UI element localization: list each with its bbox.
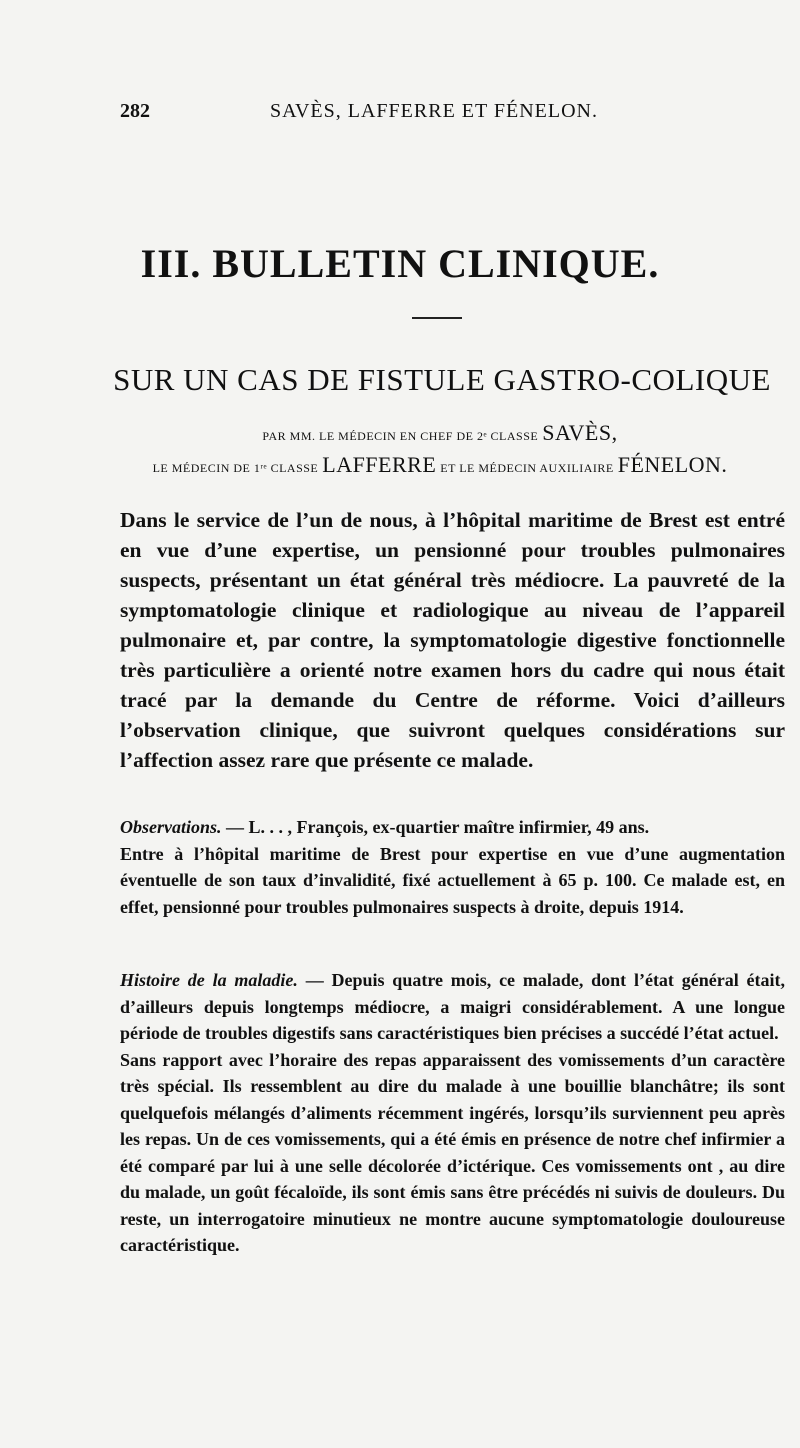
byline-rank-1: PAR MM. LE MÉDECIN EN CHEF DE 2ᵉ CLASSE: [262, 429, 539, 443]
history-text-1: — Depuis quatre mois, ce malade, dont l’état général était, d’ailleurs depuis longtemps médiocre, a maigri considérablement. A une longue période de troubles digestifs sans caractéristiques bien précises a succédé l’état actuel.: [120, 970, 785, 1043]
history-paragraph-2: Sans rapport avec l’horaire des repas apparaissent des vomissements d’un caractère très spécial. Ils ressemblent au dire du malade à une bouillie blanchâtre; ils sont quelquefois mélangés d’aliments récemment ingérés, lorsqu’ils surviennent peu après les repas. Un de ces vomissements, qui a été émis en présence de notre chef infirmier a été comparé par lui à une selle décolorée d’ictérique. Ces vomissements ont , au dire du malade, un goût fécaloïde, ils sont émis sans être précédés ni suivis de douleurs. Du reste, un interrogatoire minutieux ne montre aucune symptomatologie douloureuse caractéristique.: [120, 1049, 785, 1255]
byline-line-2: [100, 452, 780, 478]
history-label: Histoire de la maladie.: [120, 970, 298, 990]
running-title: SAVÈS, LAFFERRE ET FÉNELON.: [270, 100, 598, 122]
intro-paragraph: [120, 505, 785, 775]
byline-rank-3: ET LE MÉDECIN AUXILIAIRE: [440, 461, 614, 475]
byline-line-1: [100, 420, 780, 446]
page-number: 282: [120, 100, 150, 122]
history-section: [120, 967, 785, 1259]
author-fenelon: FÉNELON.: [617, 452, 728, 477]
section-title: III. BULLETIN CLINIQUE.: [140, 241, 660, 286]
observations-line: [120, 814, 785, 841]
history-paragraph-1: [120, 967, 785, 1047]
author-lafferre: LAFFERRE: [322, 452, 437, 477]
author-saves: SAVÈS,: [542, 420, 618, 445]
observations-section: [120, 814, 785, 920]
running-head: [120, 100, 680, 130]
intro-text: Dans le service de l’un de nous, à l’hôpital maritime de Brest est entré en vue d’une expertise, un pensionné pour troubles pulmonaires suspects, présentant un état général très médiocre. La pauvreté de la symptomatologie clinique et radiologique au niveau de l’appareil pulmonaire et, par contre, la symptomatologie digestive fonctionnelle très particulière a orienté notre examen hors du cadre qui nous était tracé par la demande du Centre de réforme. Voici d’ailleurs l’observation clinique, que suivront quelques considérations sur l’affection assez rare que présente ce malade.: [120, 508, 785, 772]
observations-paragraph: Entre à l’hôpital maritime de Brest pour expertise en vue d’une augmentation éventuelle de son taux d’invalidité, fixé actuellement à 65 p. 100. Ce malade est, en effet, pensionné pour troubles pulmonaires suspects à droite, depuis 1914.: [120, 843, 785, 917]
title-rule: [412, 317, 462, 319]
byline-rank-2: LE MÉDECIN DE 1ʳᵉ CLASSE: [152, 461, 319, 475]
observations-label: Observations.: [120, 817, 222, 837]
observations-patient: — L. . . , François, ex-quartier maître infirmier, 49 ans.: [221, 817, 650, 837]
article-title: SUR UN CAS DE FISTULE GASTRO-COLIQUE: [113, 362, 771, 397]
